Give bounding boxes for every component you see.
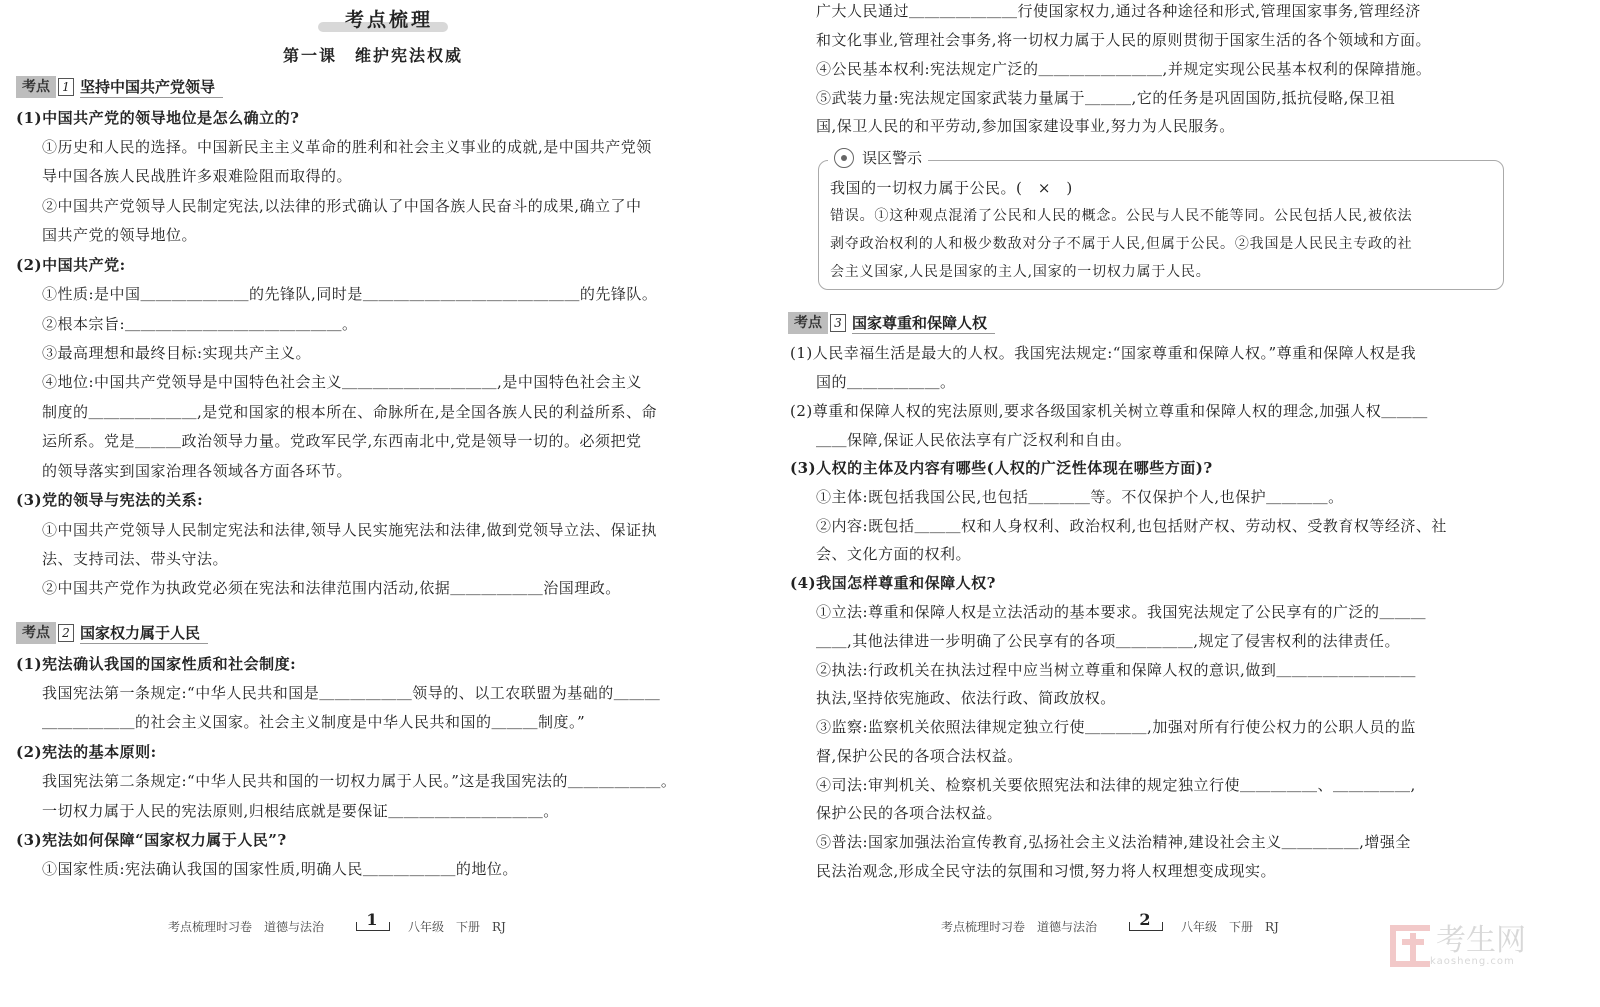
text-line: ①历史和人民的选择。中国新民主主义革命的胜利和社会主义事业的成就,是中国共产党领 (42, 138, 652, 156)
text-line: 我国宪法第二条规定:“中华人民共和国的一切权力属于人民。”这是我国宪法的＿＿＿＿＿＿。 (42, 772, 677, 790)
text-line: 保护公民的各项合法权益。 (816, 804, 1003, 822)
section-header-k1 (16, 76, 223, 98)
kaodian-name: 国家权力属于人民 (80, 622, 208, 644)
text-line: ①中国共产党领导人民制定宪法和法律,领导人民实施宪法和法律,做到党领导立法、保证执 (42, 521, 658, 539)
page-title: 考点梳理 (345, 9, 434, 31)
text-line: ＿＿＿＿＿＿的社会主义国家。社会主义制度是中华人民共和国的＿＿＿制度。” (42, 713, 586, 731)
text-line: 制度的＿＿＿＿＿＿＿,是党和国家的根本所在、命脉所在,是全国各族人民的利益所系、命 (42, 403, 658, 421)
kaodian-number: 3 (830, 314, 846, 332)
kaodian-tag: 考点 (788, 312, 828, 334)
warning-text: 剥夺政治权利的人和极少数敌对分子不属于人民,但属于公民。②我国是人民民主专政的社 (830, 236, 1413, 252)
text-line: ①性质:是中国＿＿＿＿＿＿＿的先锋队,同时是＿＿＿＿＿＿＿＿＿＿＿＿＿＿的先锋队。 (42, 285, 658, 303)
warning-label: 误区警示 (862, 149, 923, 167)
text-line: ③最高理想和最终目标:实现共产主义。 (42, 344, 312, 362)
question-heading: (2)宪法的基本原则: (16, 743, 157, 761)
warning-text: 错误。①这种观点混淆了公民和人民的概念。公民与人民不能等同。公民包括人民,被依法 (830, 208, 1413, 224)
question-heading: (3)宪法如何保障“国家权力属于人民”? (16, 831, 287, 849)
text-line: 广大人民通过＿＿＿＿＿＿＿行使国家权力,通过各种途径和形式,管理国家事务,管理经济 (816, 2, 1421, 20)
text-line: 导中国各族人民战胜许多艰难险阻而取得的。 (42, 167, 353, 185)
kaodian-number: 1 (58, 78, 74, 96)
text-line: 国,保卫人民的和平劳动,参加国家建设事业,努力为人民服务。 (816, 117, 1235, 135)
text-line: 民法治观念,形成全民守法的氛围和习惯,努力将人权理想变成现实。 (816, 862, 1277, 880)
text-line: ②中国共产党作为执政党必须在宪法和法律范围内活动,依据＿＿＿＿＿＿治国理政。 (42, 579, 621, 597)
question-heading: (2)中国共产党: (16, 256, 126, 274)
target-icon (834, 148, 854, 168)
question-heading: (3)党的领导与宪法的关系: (16, 491, 204, 509)
text-line: 法、支持司法、带头守法。 (42, 550, 229, 568)
text-line: 督,保护公民的各项合法权益。 (816, 747, 1023, 765)
watermark-url: kaosheng.com (1430, 955, 1515, 967)
text-line: ＿＿保障,保证人民依法享有广泛权利和自由。 (816, 431, 1132, 449)
text-line: 会、文化方面的权利。 (816, 545, 972, 563)
question-heading: (1)宪法确认我国的国家性质和社会制度: (16, 655, 297, 673)
text-line: ④公民基本权利:宪法规定广泛的＿＿＿＿＿＿＿＿,并规定实现公民基本权利的保障措施。 (816, 60, 1432, 78)
text-line: ④司法:审判机关、检察机关要依照宪法和法律的规定独立行使＿＿＿＿＿、＿＿＿＿＿, (816, 776, 1416, 794)
footer-book: 考点梳理时习卷 道德与法治 (168, 920, 325, 934)
kaodian-tag: 考点 (16, 76, 56, 98)
footer-grade: 八年级 下册 RJ (408, 920, 506, 934)
page-number: 1 (366, 910, 378, 929)
footer-grade: 八年级 下册 RJ (1181, 920, 1279, 934)
text-line: ＿＿,其他法律进一步明确了公民享有的各项＿＿＿＿＿,规定了侵害权利的法律责任。 (816, 632, 1401, 650)
text-line: ②根本宗旨:＿＿＿＿＿＿＿＿＿＿＿＿＿＿。 (42, 315, 358, 333)
text-line: ①立法:尊重和保障人权是立法活动的基本要求。我国宪法规定了公民享有的广泛的＿＿＿ (816, 603, 1427, 621)
lesson-title: 第一课 维护宪法权威 (283, 46, 464, 65)
text-line: ⑤普法:国家加强法治宣传教育,弘扬社会主义法治精神,建设社会主义＿＿＿＿＿,增强全 (816, 833, 1411, 851)
text-line: ①主体:既包括我国公民,也包括＿＿＿＿等。不仅保护个人,也保护＿＿＿＿。 (816, 488, 1344, 506)
text-line: 的领导落实到国家治理各领域各方面各环节。 (42, 462, 353, 480)
text-line: 我国宪法第一条规定:“中华人民共和国是＿＿＿＿＿＿领导的、以工农联盟为基础的＿＿＿ (42, 684, 661, 702)
text-line: ⑤武装力量:宪法规定国家武装力量属于＿＿＿,它的任务是巩固国防,抵抗侵略,保卫祖 (816, 89, 1396, 107)
warning-text: 会主义国家,人民是国家的主人,国家的一切权力属于人民。 (830, 264, 1211, 280)
warning-header (828, 147, 928, 168)
text-line: ②执法:行政机关在执法过程中应当树立尊重和保障人权的意识,做到＿＿＿＿＿＿＿＿＿ (816, 661, 1416, 679)
kaodian-tag: 考点 (16, 622, 56, 644)
watermark (1390, 922, 1526, 967)
text-line: ①国家性质:宪法确认我国的国家性质,明确人民＿＿＿＿＿＿的地位。 (42, 860, 518, 878)
text-line: ②内容:既包括＿＿＿权和人身权利、政治权利,也包括财产权、劳动权、受教育权等经济、社 (816, 517, 1447, 535)
text-line: 国的＿＿＿＿＿＿。 (816, 373, 956, 391)
question-heading: (4)我国怎样尊重和保障人权? (790, 574, 996, 592)
page-number: 2 (1139, 910, 1151, 929)
footer-book: 考点梳理时习卷 道德与法治 (941, 920, 1098, 934)
text-line: 执法,坚持依宪施政、依法行政、简政放权。 (816, 689, 1116, 707)
question-heading: (2)尊重和保障人权的宪法原则,要求各级国家机关树立尊重和保障人权的理念,加强人权＿＿＿ (790, 402, 1428, 420)
question-heading: (1)中国共产党的领导地位是怎么确立的? (16, 109, 300, 127)
watermark-text: 考生网 (1436, 922, 1526, 958)
section-header-k2 (16, 622, 208, 644)
warning-statement: 我国的一切权力属于公民。( × ) (830, 179, 1073, 197)
text-line: 运所系。党是＿＿＿政治领导力量。党政军民学,东西南北中,党是领导一切的。必须把党 (42, 432, 642, 450)
question-heading: (3)人权的主体及内容有哪些(人权的广泛性体现在哪些方面)? (790, 459, 1213, 477)
text-line: ②中国共产党领导人民制定宪法,以法律的形式确认了中国各族人民奋斗的成果,确立了中 (42, 197, 642, 215)
text-line: 和文化事业,管理社会事务,将一切权力属于人民的原则贯彻于国家生活的各个领域和方面。 (816, 31, 1432, 49)
kaodian-name: 国家尊重和保障人权 (852, 312, 995, 334)
question-heading: (1)人民幸福生活是最大的人权。我国宪法规定:“国家尊重和保障人权。”尊重和保障人权是我 (790, 344, 1417, 362)
text-line: ④地位:中国共产党领导是中国特色社会主义＿＿＿＿＿＿＿＿＿＿,是中国特色社会主义 (42, 373, 642, 391)
text-line: 国共产党的领导地位。 (42, 226, 198, 244)
text-line: ③监察:监察机关依照法律规定独立行使＿＿＿＿,加强对所有行使公权力的公职人员的监 (816, 718, 1416, 736)
section-header-k3 (788, 312, 995, 334)
watermark-logo-icon (1390, 925, 1430, 967)
kaodian-name: 坚持中国共产党领导 (80, 76, 223, 98)
kaodian-number: 2 (58, 624, 74, 642)
text-line: 一切权力属于人民的宪法原则,归根结底就是要保证＿＿＿＿＿＿＿＿＿＿。 (42, 802, 559, 820)
